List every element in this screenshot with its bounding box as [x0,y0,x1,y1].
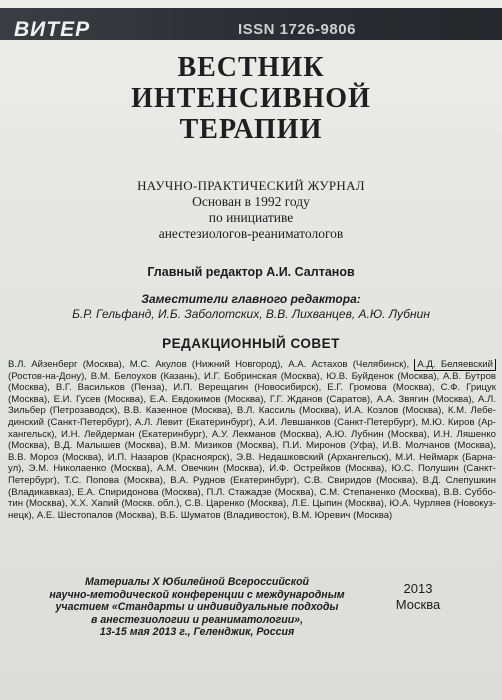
board-line: (Владикавказ), Е.А. Спиридонова (Москва), П.Л. Стажадзе (Москва), С.М. Степаненко (Москва), В.В. Суббо- [8,486,496,498]
initiative-line: по инициативе [208,210,294,225]
materials-line: научно-методической конференции с международным [49,588,345,601]
materials-line: участием «Стандарты и индивидуальные подходы [55,601,339,614]
publisher-header-bar [0,8,502,40]
issn-number: ISSN 1726-9806 [238,21,356,38]
board-line: нецк), А.Е. Шестопалов (Москва), В.Б. Шуматов (Владивосток), В.М. Юревич (Москва) [8,509,393,521]
imprint-city: Москва [395,597,441,612]
board-line: Зильбер (Петрозаводск), В.В. Казенное (Москва), В.Л. Кассиль (Москва), И.А. Козлов (Москва), К.М. Лебе- [8,405,496,417]
journal-subtitle [0,178,502,242]
board-line: В.В. Мороз (Москва), И.П. Назаров (Красноярск), Э.В. Недашковский (Архангельск), М.И. Неймарк (Барна- [8,451,496,463]
board-line: хангельск), И.Н. Лейдерман (Екатеринбург), А.У. Лекманов (Москва), А.Ю. Лубнин (Москва), И.Н. Ляшенко [8,428,496,440]
board-line: (Ростов-на-Дону), В.М. Белоухов (Казань), И.Г. Бобринская (Москва), Ю.В. Буйденок (Москва), А.В. Бутров [8,370,496,382]
board-line [8,359,496,371]
board-line: тин (Москва), Х.Х. Хапий (Москв. обл.), С.В. Царенко (Москва), Л.Е. Цыпин (Москва), Ю.А. Чурляев (Новокуз- [8,498,496,510]
journal-title [0,52,502,145]
board-line-start: В.Л. Айзенберг (Москва), М.С. Акулов (Нижний Новгород), А.А. Астахов (Челябинск), [8,359,410,370]
deputy-editors-names: Б.Р. Гельфанд, И.Б. Заболотских, В.В. Лихванцев, А.Ю. Лубнин [72,307,430,321]
editorial-board-heading: РЕДАКЦИОННЫЙ СОВЕТ [162,336,340,351]
publisher-logo: ВИТЕР [14,18,91,41]
journal-title-line-2: ИНТЕНСИВНОЙ [131,83,371,114]
founded-line: Основан в 1992 году [192,194,310,209]
board-line: динский (Санкт-Петербург), А.Л. Левит (Екатеринбург), А.И. Левшанков (Санкт-Петербург), М.Ю. Киров (Ар- [8,416,496,428]
materials-line: в анестезиологии и реаниматологии», [90,613,304,626]
journal-title-line-3: ТЕРАПИИ [179,114,323,145]
editor-in-chief: Главный редактор А.И. Салтанов [147,265,355,279]
imprint [388,581,448,613]
materials-line: 13-15 мая 2013 г., Геленджик, Россия [99,626,295,639]
journal-title-line-1: ВЕСТНИК [177,52,325,83]
board-line: (Москва), В.Г. Васильков (Пенза), И.П. Верещагин (Новосибирск), Е.Г. Громова (Москва), С.Ф. Грицук [8,382,496,394]
board-line: (Москва), В.Д. Малышев (Москва), В.М. Мизиков (Москва), П.И. Миронов (Уфа), И.В. Молчанов (Москва), [8,440,496,452]
founders-line: анестезиологов-реаниматологов [158,226,344,241]
editorial-board-list [8,359,496,521]
board-line: Петербург), Т.С. Попова (Москва), В.А. Руднов (Екатеринбург), С.В. Свиридов (Москва), В.Д. Слепушкин [8,474,496,486]
highlighted-board-member: А.Д. Беляевский [414,359,496,371]
imprint-year: 2013 [403,581,433,596]
journal-type: НАУЧНО-ПРАКТИЧЕСКИЙ ЖУРНАЛ [137,178,365,193]
conference-materials-note [32,576,362,639]
deputy-editors-heading: Заместители главного редактора: [141,292,361,306]
board-line: (Москва), Е.И. Гусев (Москва), Е.А. Евдокимов (Москва), Г.Г. Жданов (Саратов), А.А. Звягин (Москва), А.Л. [8,393,496,405]
materials-line: Материалы X Юбилейной Всероссийской [84,576,310,588]
board-line: ул), Э.М. Николаенко (Москва), А.М. Овечкин (Москва), И.Ф. Острейков (Москва), Ю.С. Полушин (Санкт- [8,463,496,475]
